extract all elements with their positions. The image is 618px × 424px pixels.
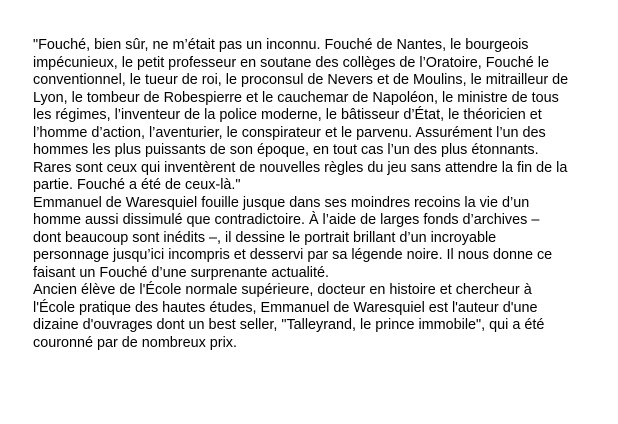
text-line: homme aussi dissimulé que contradictoire. À l’aide de larges fonds d’archives – (33, 212, 540, 228)
text-line: les régimes, l’inventeur de la police moderne, le bâtisseur d’État, le théoricien et (33, 107, 542, 123)
text-line: dont beaucoup sont inédits –, il dessine le portrait brillant d’un incroyable (33, 229, 497, 246)
text-line: faisant un Fouché d’une surprenante actualité. (33, 264, 330, 281)
text-line: Ancien élève de l'École normale supérieure, docteur en histoire et chercheur à (33, 282, 532, 298)
text-line: Rares sont ceux qui inventèrent de nouvelles règles du jeu sans attendre la fin de la (33, 159, 568, 176)
text-line: dizaine d'ouvrages dont un best seller, "Talleyrand, le prince immobile", qui a été (33, 317, 545, 333)
text-line: "Fouché, bien sûr, ne m’était pas un inconnu. Fouché de Nantes, le bourgeois (33, 37, 529, 53)
text-line: l'École pratique des hautes études, Emmanuel de Waresquiel est l'auteur d'une (33, 299, 538, 316)
text-line: personnage jusqu’ici incompris et desservi par sa légende noire. Il nous donne ce (33, 247, 553, 263)
text-line: couronné par de nombreux prix. (33, 334, 237, 351)
text-line: Lyon, le tombeur de Robespierre et le cauchemar de Napoléon, le ministre de tous (33, 89, 559, 106)
text-line: impécunieux, le petit professeur en soutane des collèges de l’Oratoire, Fouché le (33, 54, 549, 71)
text-line: l’homme d’action, l’aventurier, le conspirateur et le parvenu. Assurément l’un des (33, 124, 546, 141)
text-line: conventionnel, le tueur de roi, le proconsul de Nevers et de Moulins, le mitrailleur de (33, 72, 569, 88)
text-line: hommes les plus puissants de son époque, en tout cas l’un des plus étonnants. (33, 142, 539, 158)
book-description (33, 37, 618, 352)
text-line: partie. Fouché a été de ceux-là." (33, 177, 241, 193)
text-line: Emmanuel de Waresquiel fouille jusque dans ses moindres recoins la vie d’un (33, 194, 530, 211)
